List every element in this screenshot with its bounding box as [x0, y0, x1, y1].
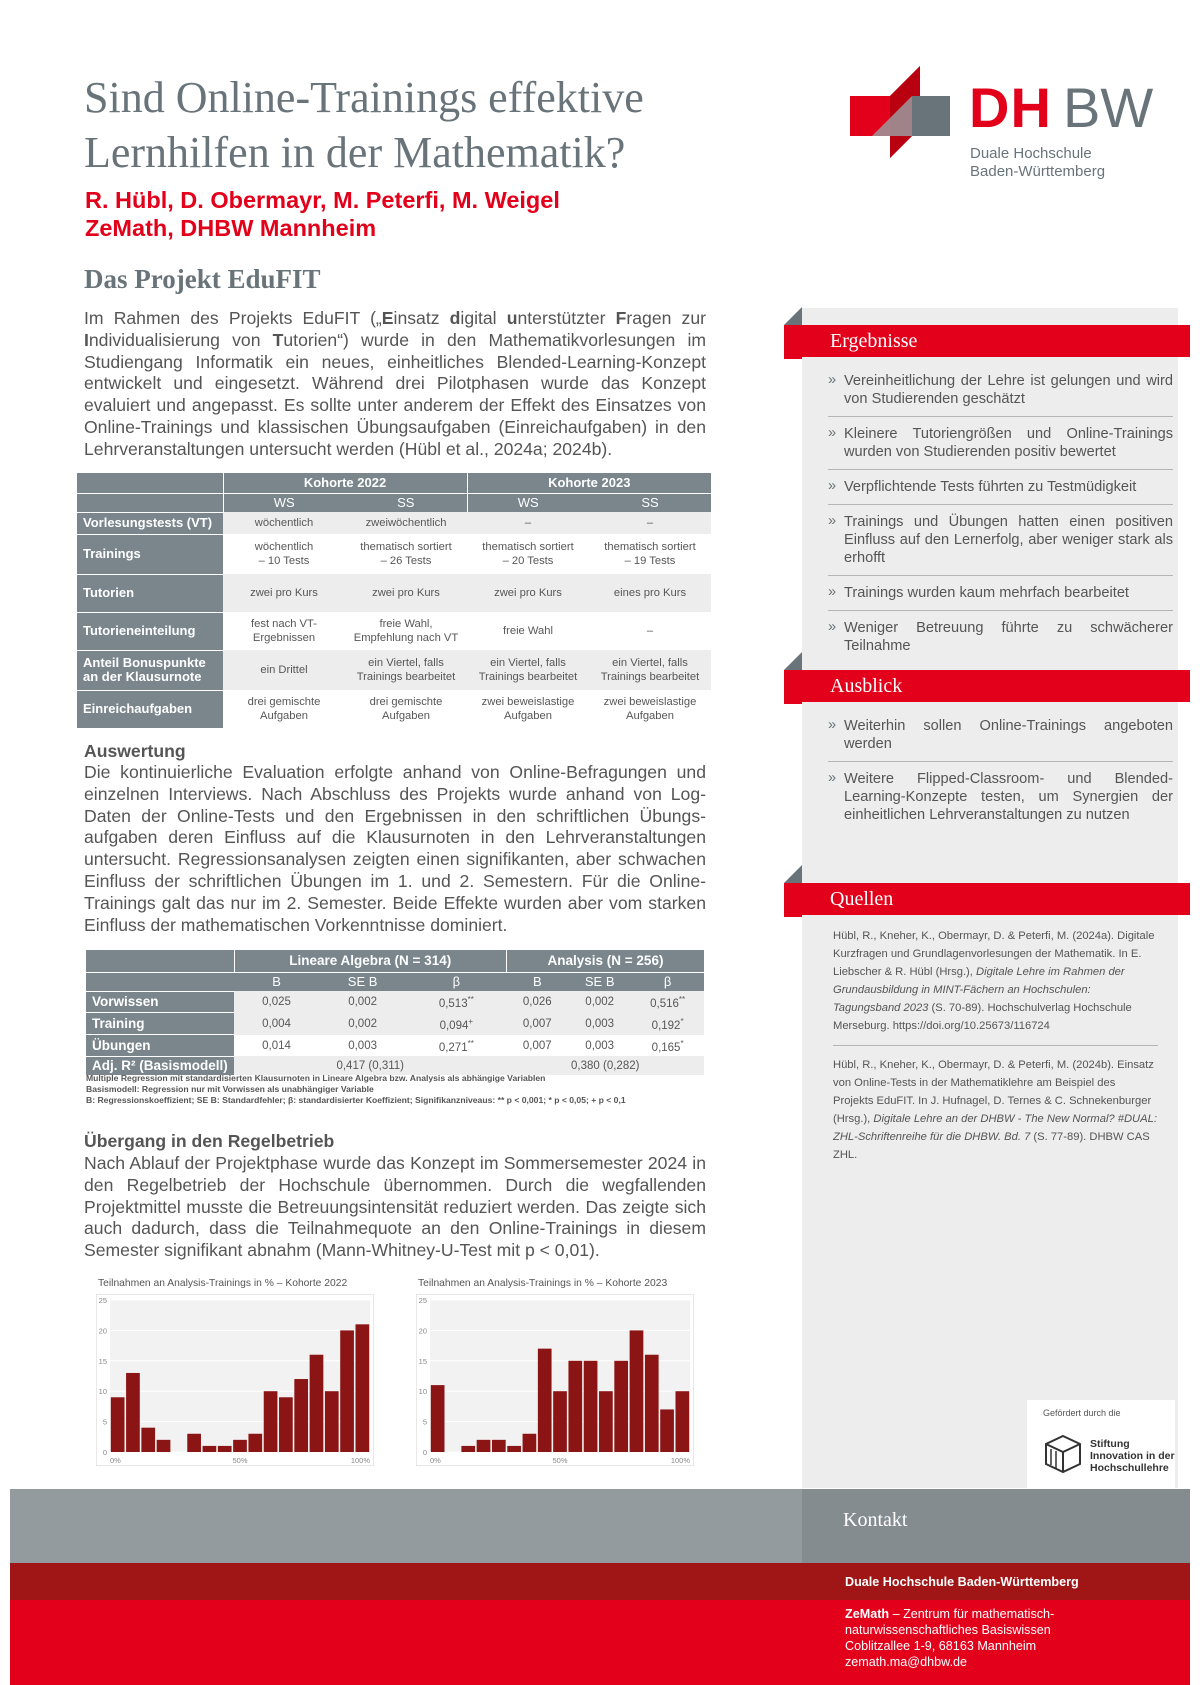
table-cell — [631, 1035, 704, 1057]
table-cell: wöchentlich – 10 Tests — [223, 534, 345, 574]
table-cell: 0,003 — [568, 1035, 631, 1057]
logo-text-bw: BW — [1063, 76, 1154, 139]
sponsor-name: Stiftung Innovation in der Hochschullehre — [1090, 1438, 1175, 1474]
histogram-plot — [96, 1294, 374, 1466]
histogram-bar — [477, 1440, 491, 1452]
histogram-bar — [538, 1349, 552, 1452]
significance: * — [680, 1016, 684, 1026]
histogram-bar — [111, 1397, 125, 1452]
chart-title: Teilnahmen an Analysis-Trainings in % – Kohorte 2022 — [98, 1278, 348, 1289]
list-item: » Vereinheitlichung der Lehre ist gelungen und wird von Studierenden geschätzt — [828, 364, 1173, 417]
contact-address: Coblitzallee 1-9, 68163 Mannheim — [845, 1639, 1037, 1653]
histogram-bar — [218, 1446, 232, 1452]
histogram-bar — [141, 1428, 155, 1452]
table-notes — [86, 1073, 726, 1106]
table-row — [77, 650, 711, 690]
y-tick-label: 0 — [422, 1448, 427, 1457]
histogram-bar — [325, 1391, 339, 1452]
y-tick-label: 10 — [98, 1387, 107, 1397]
author-affiliation: ZeMath, DHBW Mannheim — [85, 215, 377, 241]
histogram-bar — [233, 1440, 247, 1452]
la-group-header: Lineare Algebra (N = 314) — [234, 950, 506, 972]
table-cell: – — [589, 612, 711, 650]
acronym-letter: F — [615, 308, 627, 328]
table-cell — [631, 991, 704, 1013]
table-row — [77, 612, 711, 650]
regression-table — [86, 950, 704, 1075]
col-header: β — [631, 972, 704, 991]
reference-text: Hübl, R., Kneher, K., Obermayr, D. & Peterfi, M. (2024b). Einsatz von Online-Tests in der Mathematiklehre am Beispiel des Projekts EduFIT. In J. Hufnagel, D. Ternes & C. Schnekenburger (Hrsg.), — [833, 1059, 1154, 1125]
table-cell: drei gemischte Aufgaben — [345, 690, 467, 728]
table-cell: 0,003 — [568, 1013, 631, 1035]
value: 0,165 — [651, 1041, 681, 1054]
y-tick-label: 0 — [102, 1448, 107, 1457]
acronym-word-rest: ndividualisierung von — [88, 329, 273, 350]
histogram-bar — [568, 1361, 582, 1452]
histogram-bar — [264, 1391, 278, 1452]
histogram-bar — [310, 1355, 324, 1452]
acronym-letter: u — [506, 308, 518, 328]
stiftung-logo-icon — [1044, 1434, 1082, 1474]
outlook-list — [828, 709, 1173, 832]
significance: + — [468, 1016, 474, 1026]
sponsor-label: Gefördert durch die — [1043, 1408, 1121, 1418]
table-note: Basismodell: Regression nur mit Vorwissen als unabhängiger Variable — [86, 1084, 374, 1094]
x-tick-label: 50% — [552, 1456, 568, 1465]
col-header: β — [406, 972, 506, 991]
list-item: » Trainings wurden kaum mehrfach bearbeitet — [828, 576, 1173, 611]
histogram-bar — [294, 1379, 308, 1452]
table-cell: – — [467, 512, 589, 534]
histogram-bar — [614, 1361, 628, 1452]
histogram-bar — [599, 1391, 613, 1452]
contact-line — [845, 1606, 1054, 1622]
row-label: Trainings — [77, 534, 223, 574]
row-label: Einreichaufgaben — [77, 690, 223, 728]
significance: ** — [467, 995, 474, 1004]
transition-text: Nach Ablauf der Projektphase wurde das Konzept im Sommersemester 2024 in den Regelbetrieb der Hochschule übernommen. Durch die wegfallenden Projektmittel musste die Betreuungsintensität reduziert werden. Das zeigte sich auch dadurch, dass die Teilnahmequote an den Online-Trainings in diesem Semester signifikant abnahm (Mann-Whitney-U-Test mit p < 0,01). — [84, 1153, 706, 1261]
value: 0,516 — [650, 997, 679, 1010]
significance: ** — [467, 1038, 474, 1048]
histogram-bar — [630, 1330, 644, 1452]
cohort-2022-header: Kohorte 2022 — [223, 473, 467, 493]
table-note: Multiple Regression mit standardisierten Klausurnoten in Lineare Algebra bzw. Analysis als abhängige Variablen — [86, 1073, 546, 1083]
table-cell: zweiwöchentlich — [345, 512, 467, 534]
acronym-word-rest: igital — [460, 308, 507, 328]
dhbw-logo-icon — [850, 66, 960, 166]
y-tick-label: 15 — [418, 1356, 427, 1366]
table-cell: zwei beweislastige Aufgaben — [589, 690, 711, 728]
table-cell: 0,014 — [234, 1035, 319, 1057]
reference-item — [833, 1056, 1158, 1174]
table-cell: ein Drittel — [223, 650, 345, 690]
row-label: Tutorieneinteilung — [77, 612, 223, 650]
histogram-bar — [203, 1446, 217, 1452]
reference-text: Hübl, R., Kneher, K., Obermayr, D. & Peterfi, M. (2024a). Digitale Kurzfragen und Grundlagenvorlesungen der Mathematik. In E. Liebscher & R. Hübl (Hrsg.), — [833, 930, 1155, 978]
x-tick-label: 0% — [430, 1456, 441, 1465]
table-corner — [77, 473, 223, 493]
acronym-word-rest: utorien — [283, 329, 338, 350]
histogram-bar — [645, 1355, 659, 1452]
table-cell: 0,007 — [506, 1013, 568, 1035]
histogram-bar — [157, 1440, 171, 1452]
row-label: Anteil Bonuspunkte an der Klausurnote — [77, 650, 223, 690]
table-row — [77, 512, 711, 534]
results-heading: Ergebnisse — [830, 330, 918, 352]
table-cell — [631, 1013, 704, 1035]
value: 0,094 — [439, 1019, 469, 1032]
author-names: R. Hübl, D. Obermayr, M. Peterfi, M. Weigel — [85, 187, 560, 213]
row-label: Tutorien — [77, 574, 223, 612]
logo-subline-2: Baden-Württemberg — [970, 163, 1106, 180]
histogram-bar — [356, 1324, 370, 1452]
col-header: SE B — [319, 972, 406, 991]
table-cell: thematisch sortiert – 26 Tests — [345, 534, 467, 574]
list-item: » Weiterhin sollen Online-Trainings angeboten werden — [828, 709, 1173, 762]
y-tick-label: 15 — [98, 1356, 107, 1366]
y-tick-label: 25 — [418, 1296, 427, 1305]
an-group-header: Analysis (N = 256) — [506, 950, 704, 972]
table-cell — [406, 1035, 506, 1057]
histogram-bar — [248, 1434, 262, 1452]
sources-banner — [784, 883, 1190, 915]
table-cell: 0,025 — [234, 991, 319, 1013]
table-cell: zwei pro Kurs — [345, 574, 467, 612]
table-cell: eines pro Kurs — [589, 574, 711, 612]
results-banner — [784, 325, 1190, 357]
histogram-bar — [523, 1434, 537, 1452]
col-header: B — [506, 972, 568, 991]
row-label: Vorwissen — [86, 991, 234, 1013]
histogram-2023 — [416, 1278, 706, 1468]
table-row — [77, 690, 711, 728]
reference-text: (S. 77-89). DHBW CAS ZHL. — [833, 1131, 1150, 1161]
table-cell: drei gemischte Aufgaben — [223, 690, 345, 728]
acronym-letter: d — [449, 308, 461, 328]
reference-title: Digitale Lehre im Rahmen der Grundausbildung in MINT-Fächern an Hochschulen: Tagungsband 2023 — [833, 966, 1125, 1014]
table-cell: ein Viertel, falls Trainings bearbeitet — [467, 650, 589, 690]
table-cell: ein Viertel, falls Trainings bearbeitet — [589, 650, 711, 690]
table-cell: 0,004 — [234, 1013, 319, 1035]
table-cell: wöchentlich — [223, 512, 345, 534]
histogram-bar — [660, 1409, 674, 1452]
logo-text-dh: DH — [969, 76, 1052, 139]
histogram-bar — [492, 1440, 506, 1452]
table-cell: thematisch sortiert – 20 Tests — [467, 534, 589, 574]
table-cell — [406, 1013, 506, 1035]
reference-item — [833, 927, 1158, 1046]
table-corner — [86, 950, 234, 972]
x-tick-label: 50% — [232, 1456, 248, 1465]
histogram-bar — [279, 1397, 293, 1452]
project-heading: Das Projekt EduFIT — [84, 264, 321, 294]
table-cell: zwei pro Kurs — [223, 574, 345, 612]
evaluation-heading: Auswertung — [84, 741, 186, 761]
acronym-word-rest: insatz — [393, 308, 450, 328]
contact-block — [845, 1606, 1054, 1670]
table-note: B: Regressionskoeffizient; SE B: Standardfehler; β: standardisierter Koeffizient; Signifikanzniveaus: ** p < 0,001; * p < 0,05; + p < 0,1 — [86, 1095, 626, 1105]
intro-post: “) wurde in den Mathematikvorlesungen im Studiengang Informatik ein neues, einheitliches Blended-Learning-Konzept entwickelt und eingesetzt. Während drei Pilotphasen wurde das Konzept evaluiert und angepasst. Es sollte unter anderem der Effekt des Einsatzes von Online-Trainings und klassischen Übungsaufgaben (Einreichaufgaben) in den Lehrveranstaltungen untersucht werden (Hübl et al., 2024a; 2024b). — [84, 329, 707, 459]
table-cell: 0,003 — [319, 1035, 406, 1057]
table-cell: zwei pro Kurs — [467, 574, 589, 612]
histogram-bar — [676, 1391, 690, 1452]
value: 0,513 — [438, 997, 468, 1010]
table-row — [86, 1035, 704, 1057]
histogram-bar — [187, 1434, 201, 1452]
intro-pre: Im Rahmen des Projekts EduFIT („ — [84, 308, 382, 328]
sponsor-box — [1027, 1400, 1175, 1490]
list-item: » Verpflichtende Tests führten zu Testmüdigkeit — [828, 470, 1173, 505]
logo-subline-1: Duale Hochschule — [970, 145, 1092, 162]
histogram-bar — [340, 1330, 354, 1452]
histogram-bar — [507, 1446, 521, 1452]
y-tick-label: 20 — [98, 1326, 107, 1336]
table-corner-2 — [86, 972, 234, 991]
reference-title: Digitale Lehre an der DHBW - The New Normal? #DUAL: ZHL-Schriftenreihe für die DHBW. Bd. 7 — [833, 1113, 1157, 1143]
term-header: WS — [223, 493, 345, 512]
outlook-banner — [784, 670, 1190, 702]
table-cell: ein Viertel, falls Trainings bearbeitet — [345, 650, 467, 690]
table-cell: fest nach VT- Ergebnissen — [223, 612, 345, 650]
table-cell: 0,380 (0,282) — [506, 1056, 704, 1075]
y-tick-label: 25 — [98, 1296, 107, 1305]
contact-email[interactable]: zemath.ma@dhbw.de — [845, 1655, 967, 1669]
table-cell: thematisch sortiert – 19 Tests — [589, 534, 711, 574]
table-row — [77, 574, 711, 612]
col-header: SE B — [568, 972, 631, 991]
table-row — [86, 1013, 704, 1035]
histogram-bar — [126, 1373, 140, 1452]
acronym-word-rest: ragen zur — [626, 308, 706, 328]
term-header: WS — [467, 493, 589, 512]
histogram-bar — [553, 1391, 567, 1452]
y-tick-label: 5 — [422, 1417, 427, 1427]
contact-line: naturwissenschaftliches Basiswissen — [845, 1623, 1051, 1637]
evaluation-text: Die kontinuierliche Evaluation erfolgte anhand von Online-Befragungen und einzelnen Interviews. Nach Abschluss des Projekts wurde anhand von Log-Daten der Online-Tests und den Ergebnissen in den schriftlichen Übungs-aufgaben deren Einfluss auf die Klausurnoten in den Lehrveranstaltungen untersucht. Regressionsanalysen zeigten einen signifikanten, aber schwachen Einfluss der schriftlichen Übungen im 1. und 2. Semestern. Für die Online-Trainings galt das nur im 2. Semester. Beide Effekte wurden aber vom starken Einfluss der mathematischen Vorkenntnisse dominiert. — [84, 762, 706, 935]
acronym-word-rest: nterstützter — [517, 308, 616, 328]
transition-heading: Übergang in den Regelbetrieb — [84, 1131, 335, 1151]
list-item: » Kleinere Tutoriengrößen und Online-Trainings wurden von Studierenden positiv bewertet — [828, 417, 1173, 470]
col-header: B — [234, 972, 319, 991]
term-header: SS — [345, 493, 467, 512]
histogram-bar — [584, 1361, 598, 1452]
zemath-desc: – Zentrum für mathematisch- — [889, 1607, 1055, 1621]
histogram-bar — [431, 1385, 445, 1452]
list-item: » Weitere Flipped-Classroom- und Blended-Learning-Konzepte testen, um Synergien der einheitlichen Lehrveranstaltungen zu nutzen — [828, 762, 1173, 832]
x-tick-label: 100% — [670, 1456, 690, 1465]
table-row — [86, 991, 704, 1013]
row-label: Adj. R² (Basismodell) — [86, 1056, 234, 1075]
histogram-bar — [461, 1446, 475, 1452]
results-list — [828, 364, 1173, 663]
table-cell: freie Wahl — [467, 612, 589, 650]
table-cell: zwei beweislastige Aufgaben — [467, 690, 589, 728]
significance: ** — [678, 995, 686, 1004]
table-cell: freie Wahl, Empfehlung nach VT — [345, 612, 467, 650]
term-header: SS — [589, 493, 711, 512]
sources-heading: Quellen — [830, 888, 894, 910]
zemath-label: ZeMath — [845, 1607, 890, 1621]
cohort-2023-header: Kohorte 2023 — [467, 473, 711, 493]
table-cell: 0,417 (0,311) — [234, 1056, 506, 1075]
histogram-2022 — [96, 1278, 386, 1468]
reference-list — [833, 927, 1158, 1184]
table-cell: 0,007 — [506, 1035, 568, 1057]
row-label: Training — [86, 1013, 234, 1035]
authors-block — [85, 186, 735, 242]
y-tick-label: 20 — [418, 1326, 427, 1336]
table-cell — [406, 991, 506, 1013]
x-tick-label: 100% — [350, 1456, 370, 1465]
table-cell: 0,002 — [568, 991, 631, 1013]
setup-table — [77, 473, 711, 728]
acronym-letter: E — [381, 308, 394, 328]
x-tick-label: 0% — [110, 1456, 121, 1465]
project-intro — [84, 308, 706, 461]
poster-title: Sind Online-Trainings effektive Lernhilfen in der Mathematik? — [84, 73, 644, 177]
acronym-letter: T — [272, 329, 284, 350]
table-corner-2 — [77, 493, 223, 512]
significance: * — [680, 1038, 684, 1048]
table-cell: 0,026 — [506, 991, 568, 1013]
contact-heading: Kontakt — [843, 1509, 908, 1531]
value: 0,192 — [651, 1019, 681, 1032]
list-item: » Trainings und Übungen hatten einen positiven Einfluss auf den Lernerfolg, aber weniger stark als erhofft — [828, 505, 1173, 576]
y-tick-label: 5 — [102, 1417, 107, 1427]
row-label: Vorlesungstests (VT) — [77, 512, 223, 534]
acronym-letter: I — [84, 329, 89, 350]
university-name: Duale Hochschule Baden-Württemberg — [845, 1575, 1079, 1589]
table-cell: 0,002 — [319, 1013, 406, 1035]
table-row — [77, 534, 711, 574]
y-tick-label: 10 — [418, 1387, 427, 1397]
list-item: » Weniger Betreuung führte zu schwächerer Teilnahme — [828, 611, 1173, 663]
table-cell: – — [589, 512, 711, 534]
histogram-plot — [416, 1294, 694, 1466]
outlook-heading: Ausblick — [830, 675, 903, 697]
table-cell: 0,002 — [319, 991, 406, 1013]
value: 0,271 — [438, 1041, 468, 1054]
reference-text: (S. 70-89). Hochschulverlag Hochschule Merseburg. https://doi.org/10.25673/116724 — [833, 1002, 1132, 1032]
chart-title: Teilnahmen an Analysis-Trainings in % – Kohorte 2023 — [418, 1278, 668, 1289]
row-label: Übungen — [86, 1035, 234, 1057]
